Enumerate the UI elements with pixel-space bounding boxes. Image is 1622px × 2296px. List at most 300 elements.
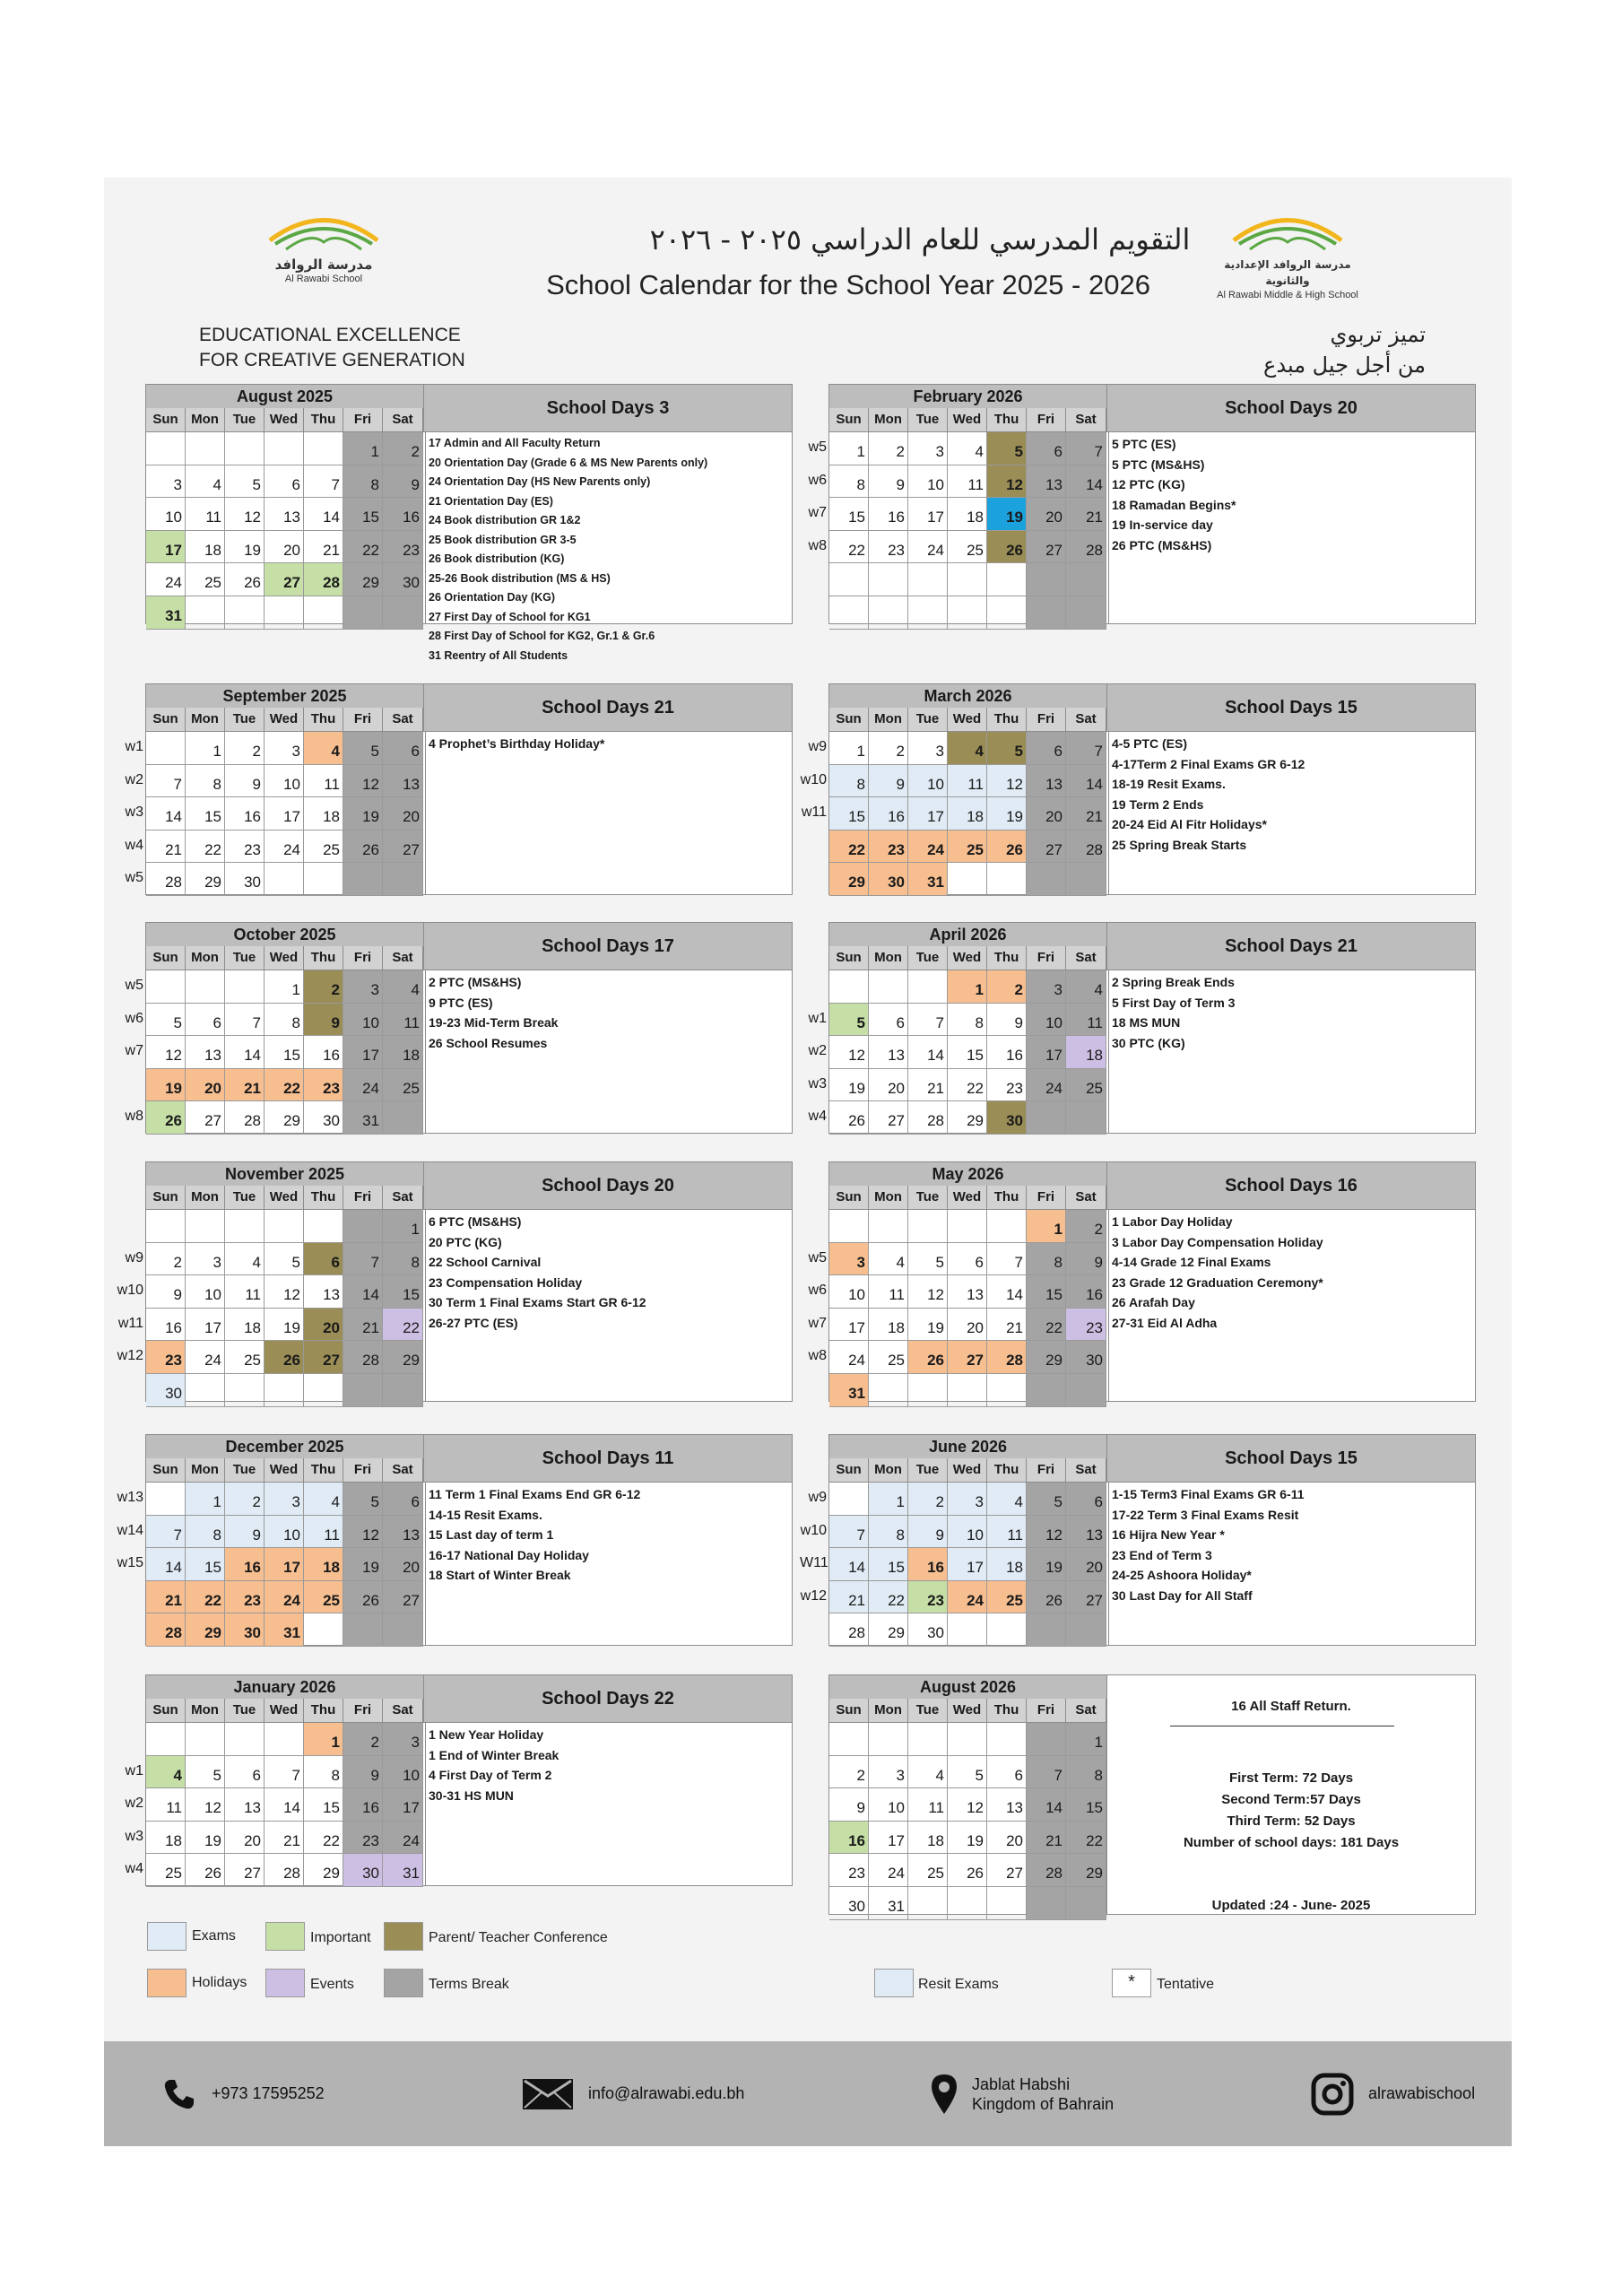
- day-cell: 28: [225, 1101, 265, 1134]
- day-cell: 30: [1066, 1341, 1106, 1373]
- week-row: [829, 1309, 1106, 1342]
- day-cell: 11: [383, 1004, 423, 1036]
- weekday-label: Sun: [146, 1699, 186, 1722]
- week-row: [829, 1483, 1106, 1516]
- day-cell: 7: [908, 1004, 948, 1036]
- day-cell: 17: [908, 797, 948, 830]
- event-item: 15 Last day of term 1: [429, 1527, 554, 1542]
- day-cell: 25: [948, 831, 987, 863]
- day-cell: 5: [987, 432, 1027, 465]
- month-december-2025: [117, 1434, 793, 1646]
- day-cell: 9: [829, 1788, 869, 1821]
- day-cell: 22: [948, 1069, 987, 1101]
- week-label: w6: [808, 1283, 827, 1299]
- day-cell: 11: [304, 1516, 343, 1548]
- week-row: [829, 1516, 1106, 1549]
- day-cell: [383, 1101, 423, 1134]
- day-cell: 4: [908, 1756, 948, 1788]
- school-days-header: School Days 11: [423, 1435, 792, 1483]
- day-cell: 4: [383, 970, 423, 1003]
- day-cell: 18: [225, 1309, 265, 1341]
- week-row: [829, 1723, 1106, 1756]
- event-item: 4 Prophet’s Birthday Holiday*: [429, 736, 605, 751]
- day-cell: 26: [265, 1341, 304, 1373]
- day-cell: 24: [1027, 1069, 1066, 1101]
- day-cell: [908, 970, 948, 1003]
- day-cell: [1066, 863, 1106, 895]
- day-cell: 31: [343, 1101, 383, 1134]
- week-row: [146, 1483, 423, 1516]
- week-label: w3: [808, 1075, 827, 1091]
- day-cell: 17: [265, 797, 304, 830]
- day-cell: [186, 970, 225, 1003]
- weekday-header: [146, 708, 423, 732]
- week-row: [146, 1101, 423, 1135]
- day-cell: [304, 1613, 343, 1646]
- week-label: w7: [808, 1315, 827, 1331]
- day-cell: [186, 432, 225, 465]
- day-grid: [829, 1483, 1106, 1647]
- events-list: [1108, 432, 1473, 623]
- event-item: 24 Book distribution GR 1&2: [429, 514, 581, 526]
- day-cell: [343, 1374, 383, 1406]
- day-cell: 22: [186, 831, 225, 863]
- weekday-label: Tue: [908, 708, 948, 731]
- weekday-label: Sun: [829, 408, 869, 431]
- weekday-label: Sun: [829, 1458, 869, 1482]
- day-cell: 16: [225, 1548, 265, 1580]
- day-cell: 30: [829, 1887, 869, 1919]
- day-cell: [1066, 1374, 1106, 1406]
- day-cell: 16: [383, 498, 423, 530]
- day-cell: 31: [383, 1854, 423, 1886]
- day-cell: 20: [383, 1548, 423, 1580]
- weekday-header: [146, 946, 423, 970]
- event-item: 23 Grade 12 Graduation Ceremony*: [1112, 1274, 1323, 1290]
- day-cell: 8: [186, 765, 225, 797]
- day-cell: 11: [869, 1275, 908, 1308]
- day-cell: 22: [829, 531, 869, 563]
- weekday-label: Sun: [146, 1458, 186, 1482]
- event-item: 12 PTC (KG): [1112, 477, 1185, 491]
- week-label: w8: [808, 537, 827, 553]
- day-cell: 2: [343, 1723, 383, 1755]
- day-cell: 9: [1066, 1243, 1106, 1275]
- day-cell: 10: [829, 1275, 869, 1308]
- day-cell: 14: [1066, 765, 1106, 797]
- day-cell: 29: [186, 1613, 225, 1646]
- day-cell: 1: [869, 1483, 908, 1515]
- day-cell: 15: [829, 797, 869, 830]
- day-cell: 9: [987, 1004, 1027, 1036]
- day-cell: 14: [343, 1275, 383, 1308]
- month-title: February 2026: [829, 385, 1106, 409]
- day-cell: 30: [908, 1613, 948, 1646]
- day-cell: 26: [908, 1341, 948, 1373]
- footer-address: [931, 2041, 1114, 2146]
- day-cell: [908, 596, 948, 629]
- events-list: [1108, 1483, 1473, 1645]
- day-cell: 6: [1027, 732, 1066, 764]
- day-cell: 17: [1027, 1036, 1066, 1068]
- events-list: [1108, 970, 1473, 1133]
- school-days-header: School Days 3: [423, 385, 792, 432]
- day-cell: 27: [383, 831, 423, 863]
- week-row: [829, 1069, 1106, 1102]
- day-cell: 12: [186, 1788, 225, 1821]
- event-item: 28 First Day of School for KG2, Gr.1 & Gr.6: [429, 630, 655, 642]
- month-title: June 2026: [829, 1435, 1106, 1459]
- day-cell: 2: [1066, 1210, 1106, 1242]
- day-cell: 14: [987, 1275, 1027, 1308]
- day-cell: [908, 1374, 948, 1406]
- week-row: [829, 732, 1106, 765]
- day-cell: 12: [948, 1788, 987, 1821]
- weekday-header: [829, 708, 1106, 732]
- day-cell: [1066, 563, 1106, 596]
- weekday-label: Mon: [869, 1699, 908, 1722]
- slogan-english: [199, 323, 465, 373]
- day-cell: [186, 1210, 225, 1242]
- day-cell: 27: [186, 1101, 225, 1134]
- day-cell: 27: [987, 1854, 1027, 1886]
- day-cell: 5: [225, 465, 265, 498]
- day-cell: 14: [265, 1788, 304, 1821]
- day-cell: 4: [304, 732, 343, 764]
- day-cell: [869, 1374, 908, 1406]
- week-row: [829, 1036, 1106, 1069]
- event-item: 18 Ramadan Begins*: [1112, 497, 1236, 512]
- legend-swatch-ptc: [384, 1922, 423, 1951]
- summary-third-term: Third Term: 52 Days: [1227, 1813, 1356, 1829]
- week-label: w10: [117, 1283, 143, 1299]
- day-cell: 20: [948, 1309, 987, 1341]
- day-cell: 24: [829, 1341, 869, 1373]
- weekday-label: Sat: [383, 408, 423, 431]
- summary-staff-return: 16 All Staff Return.: [1231, 1699, 1351, 1714]
- day-cell: 9: [225, 765, 265, 797]
- day-cell: 16: [304, 1036, 343, 1068]
- day-cell: 8: [265, 1004, 304, 1036]
- day-cell: 29: [829, 863, 869, 895]
- weekday-label: Thu: [304, 408, 343, 431]
- event-item: 26 School Resumes: [429, 1035, 548, 1050]
- day-cell: 19: [1027, 1548, 1066, 1580]
- day-cell: 24: [146, 563, 186, 596]
- day-cell: 12: [908, 1275, 948, 1308]
- summary-second-term: Second Term:57 Days: [1221, 1792, 1361, 1807]
- logo-arc-icon: [261, 204, 386, 257]
- weekday-label: Sat: [1066, 708, 1106, 731]
- week-label: w13: [117, 1490, 143, 1505]
- event-item: 25-26 Book distribution (MS & HS): [429, 571, 611, 585]
- day-cell: 22: [1066, 1822, 1106, 1854]
- weekday-label: Thu: [304, 1186, 343, 1209]
- month-august-2025: [145, 384, 793, 662]
- day-cell: 21: [1027, 1822, 1066, 1854]
- week-row: [829, 1374, 1106, 1407]
- day-cell: 13: [1027, 465, 1066, 498]
- logo-left-arabic: مدرسة الروافد: [274, 257, 373, 273]
- day-cell: 26: [987, 531, 1027, 563]
- school-days-header: School Days 17: [423, 923, 792, 970]
- day-grid: [146, 1483, 423, 1647]
- event-item: 23 End of Term 3: [1112, 1547, 1212, 1562]
- slogan-line: من أجل جيل مبدع: [1263, 352, 1426, 378]
- footer-instagram[interactable]: [1311, 2041, 1475, 2146]
- event-item: 26-27 PTC (ES): [429, 1315, 518, 1330]
- day-cell: 5: [948, 1756, 987, 1788]
- day-grid: [146, 1723, 423, 1887]
- weekday-label: Sat: [383, 1458, 423, 1482]
- weekday-label: Mon: [186, 1699, 225, 1722]
- day-cell: [1027, 596, 1066, 629]
- day-cell: 27: [1027, 831, 1066, 863]
- day-cell: 23: [225, 831, 265, 863]
- day-cell: 16: [987, 1036, 1027, 1068]
- week-label: w5: [125, 870, 143, 886]
- weekday-label: Sat: [383, 946, 423, 970]
- footer-email[interactable]: [522, 2041, 744, 2146]
- weekday-label: Sun: [146, 408, 186, 431]
- event-item: 19 In-service day: [1112, 517, 1213, 532]
- weekday-label: Sat: [1066, 1458, 1106, 1482]
- weekday-label: Tue: [225, 946, 265, 970]
- day-cell: 29: [304, 1854, 343, 1886]
- day-cell: 15: [304, 1788, 343, 1821]
- day-cell: 15: [829, 498, 869, 530]
- school-logo-left: [256, 204, 391, 294]
- day-cell: 7: [1066, 432, 1106, 465]
- school-days-header: School Days 20: [423, 1162, 792, 1210]
- month-title: March 2026: [829, 684, 1106, 709]
- day-cell: 13: [987, 1788, 1027, 1821]
- event-item: 1 Labor Day Holiday: [1112, 1214, 1233, 1229]
- week-row: [146, 1613, 423, 1647]
- day-cell: 29: [948, 1101, 987, 1134]
- day-cell: [829, 1210, 869, 1242]
- day-grid: [146, 970, 423, 1135]
- week-row: [829, 1887, 1106, 1920]
- day-grid: [829, 732, 1106, 896]
- month-title: April 2026: [829, 923, 1106, 947]
- address-line: Jablat Habshi: [972, 2074, 1071, 2093]
- day-cell: 22: [265, 1069, 304, 1101]
- weekday-label: Mon: [869, 1458, 908, 1482]
- day-cell: 11: [908, 1788, 948, 1821]
- day-cell: [186, 596, 225, 629]
- day-cell: 6: [265, 465, 304, 498]
- day-cell: 28: [987, 1341, 1027, 1373]
- event-item: 18-19 Resit Exams.: [1112, 777, 1226, 791]
- events-list: [425, 1210, 790, 1401]
- event-item: 25 Book distribution GR 3-5: [429, 533, 577, 546]
- day-cell: 18: [304, 1548, 343, 1580]
- day-cell: [304, 596, 343, 629]
- day-cell: 18: [186, 531, 225, 563]
- day-cell: [908, 1723, 948, 1755]
- weekday-label: Tue: [225, 708, 265, 731]
- day-cell: 8: [383, 1243, 423, 1275]
- week-row: [146, 765, 423, 798]
- day-cell: 25: [304, 1581, 343, 1613]
- day-cell: 23: [304, 1069, 343, 1101]
- month-title: August 2025: [146, 385, 423, 409]
- day-cell: 9: [343, 1756, 383, 1788]
- event-item: 31 Reentry of All Students: [429, 648, 568, 662]
- day-cell: 24: [265, 831, 304, 863]
- day-cell: 9: [869, 465, 908, 498]
- day-cell: [908, 1887, 948, 1919]
- day-cell: 1: [343, 432, 383, 465]
- month-title: January 2026: [146, 1675, 423, 1700]
- week-row: [146, 1036, 423, 1069]
- weekday-label: Fri: [343, 408, 383, 431]
- school-days-header: School Days 22: [423, 1675, 792, 1723]
- day-cell: [948, 596, 987, 629]
- legend-label-tentative: Tentative: [1157, 1977, 1215, 1992]
- day-cell: 3: [343, 970, 383, 1003]
- day-cell: 4: [987, 1483, 1027, 1515]
- weekday-label: Wed: [948, 1458, 987, 1482]
- school-days-header: School Days 15: [1106, 684, 1475, 732]
- instagram-handle: alrawabischool: [1368, 2084, 1476, 2102]
- day-cell: 28: [146, 863, 186, 895]
- event-item: 2 Spring Break Ends: [1112, 975, 1235, 989]
- weekday-label: Mon: [186, 946, 225, 970]
- day-cell: [304, 863, 343, 895]
- month-november-2025: [117, 1161, 793, 1402]
- day-cell: 26: [225, 563, 265, 596]
- week-row: [829, 1101, 1106, 1135]
- day-cell: 16: [1066, 1275, 1106, 1308]
- title-english: School Calendar for the School Year 2025 - 2026: [546, 269, 1150, 300]
- day-cell: 23: [987, 1069, 1027, 1101]
- week-row: [829, 1822, 1106, 1855]
- weekday-label: Sat: [1066, 946, 1106, 970]
- summary-first-term: First Term: 72 Days: [1228, 1770, 1354, 1786]
- week-row: [829, 1243, 1106, 1276]
- week-row: [829, 465, 1106, 499]
- event-item: 26 Book distribution (KG): [429, 552, 565, 565]
- day-cell: 30: [987, 1101, 1027, 1134]
- week-row: [829, 1004, 1106, 1037]
- weekday-label: Sun: [829, 1186, 869, 1209]
- week-label: w12: [117, 1348, 143, 1364]
- day-cell: 6: [869, 1004, 908, 1036]
- weekday-label: Tue: [225, 1699, 265, 1722]
- day-cell: 16: [343, 1788, 383, 1821]
- week-label: w12: [800, 1587, 827, 1604]
- day-cell: [225, 1210, 265, 1242]
- day-cell: 20: [1027, 797, 1066, 830]
- school-year-summary: [1106, 1675, 1475, 1914]
- day-cell: 11: [225, 1275, 265, 1308]
- day-cell: [343, 1210, 383, 1242]
- day-cell: [987, 596, 1027, 629]
- legend-swatch-events: [265, 1969, 305, 1997]
- day-cell: [225, 1723, 265, 1755]
- day-cell: 1: [186, 732, 225, 764]
- event-item: 24 Orientation Day (HS New Parents only): [429, 475, 651, 488]
- week-row: [146, 531, 423, 564]
- day-cell: 2: [869, 732, 908, 764]
- day-cell: 2: [304, 970, 343, 1003]
- day-cell: 14: [1027, 1788, 1066, 1821]
- day-cell: [987, 1887, 1027, 1919]
- week-label: w9: [125, 1249, 143, 1265]
- event-item: 5 First Day of Term 3: [1112, 995, 1236, 1010]
- event-item: 27 First Day of School for KG1: [429, 610, 591, 623]
- event-item: 18 MS MUN: [1112, 1015, 1181, 1030]
- day-cell: 25: [1066, 1069, 1106, 1101]
- day-cell: 7: [225, 1004, 265, 1036]
- day-cell: 21: [829, 1581, 869, 1613]
- week-row: [829, 1581, 1106, 1614]
- day-cell: 26: [1027, 1581, 1066, 1613]
- week-label: w4: [125, 837, 143, 853]
- day-cell: [948, 1613, 987, 1646]
- day-cell: 25: [908, 1854, 948, 1886]
- day-cell: 10: [146, 498, 186, 530]
- legend-label-holidays: Holidays: [192, 1975, 247, 1990]
- week-label: w10: [800, 1522, 827, 1538]
- legend-swatch-exams: [147, 1922, 186, 1951]
- event-item: 20 PTC (KG): [429, 1234, 502, 1249]
- events-list: [425, 970, 790, 1133]
- weekday-label: Fri: [1027, 408, 1066, 431]
- day-cell: 16: [225, 797, 265, 830]
- weekday-header: [146, 1458, 423, 1483]
- day-cell: 17: [908, 498, 948, 530]
- footer-phone[interactable]: [161, 2041, 325, 2146]
- day-cell: 4: [186, 465, 225, 498]
- week-row: [146, 1516, 423, 1549]
- week-label: w11: [117, 1315, 143, 1331]
- day-cell: 29: [1066, 1854, 1106, 1886]
- week-row: [146, 596, 423, 630]
- weekday-label: Mon: [869, 408, 908, 431]
- day-cell: 11: [1066, 1004, 1106, 1036]
- day-cell: 31: [908, 863, 948, 895]
- events-list: [425, 1483, 790, 1645]
- day-cell: 16: [146, 1309, 186, 1341]
- day-cell: 20: [265, 531, 304, 563]
- event-item: 19-23 Mid-Term Break: [429, 1015, 559, 1030]
- week-label: w4: [125, 1861, 143, 1877]
- day-cell: 23: [146, 1341, 186, 1373]
- week-row: [829, 797, 1106, 831]
- day-cell: 1: [383, 1210, 423, 1242]
- legend-label-events: Events: [310, 1977, 354, 1992]
- day-cell: 16: [908, 1548, 948, 1580]
- week-label: w1: [125, 739, 143, 754]
- day-cell: 5: [343, 732, 383, 764]
- day-cell: 1: [265, 970, 304, 1003]
- event-item: 27-31 Eid Al Adha: [1112, 1315, 1218, 1330]
- day-cell: [829, 563, 869, 596]
- legend-swatch-important: [265, 1922, 305, 1951]
- event-item: 30-31 HS MUN: [429, 1787, 514, 1803]
- week-label: w8: [125, 1109, 143, 1125]
- day-cell: 9: [225, 1516, 265, 1548]
- weekday-label: Thu: [304, 1699, 343, 1722]
- day-grid: [146, 1210, 423, 1407]
- day-cell: 12: [987, 765, 1027, 797]
- legend-label-important: Important: [310, 1930, 371, 1945]
- day-cell: [146, 732, 186, 764]
- school-days-header: School Days 20: [1106, 385, 1475, 432]
